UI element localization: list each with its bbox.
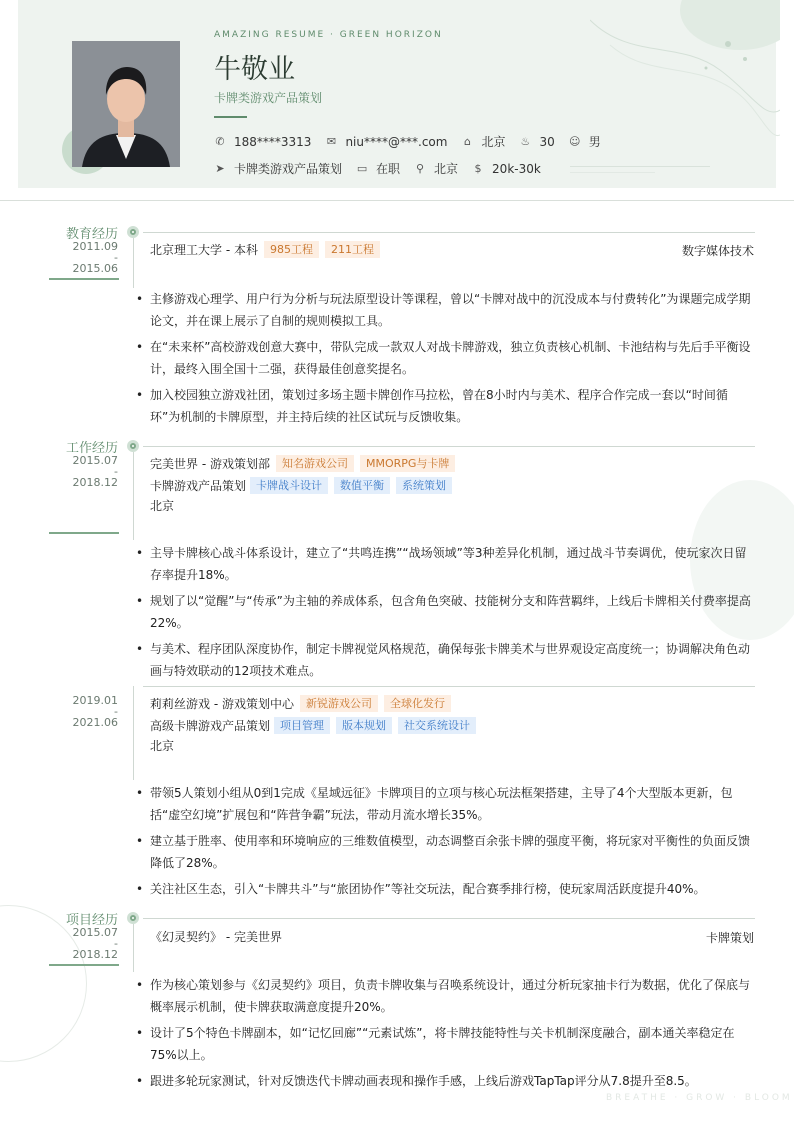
list-item: • 主导卡牌核心战斗体系设计，建立了“共鸣连携”“战场领域”等3种差异化机制，通过战斗节奏调优，使玩家次日留存率提升18%。 — [136, 542, 756, 586]
project-date-end: 2018.12 — [72, 948, 118, 961]
city-value: 北京 — [481, 135, 506, 149]
education-date-start: 2011.09 — [72, 240, 118, 253]
job-bullets — [136, 542, 756, 682]
education-tag: 211工程 — [325, 241, 380, 258]
salary-value: 20k-30k — [492, 161, 541, 176]
skill-tag: 数值平衡 — [334, 477, 390, 494]
job-timeline-line — [133, 686, 134, 780]
job-position: 高级卡牌游戏产品策划 — [150, 719, 271, 733]
list-item: • 与美术、程序团队深度协作，制定卡牌视觉风格规范，确保每张卡牌美术与世界观设定高度统一；协调解决角色动画与特效联动的12项技术难点。 — [136, 638, 756, 682]
phone-value: 188****3313 — [234, 134, 312, 149]
project-timeline-dot — [127, 912, 139, 924]
job-location: 北京 — [150, 499, 175, 513]
work-underline — [49, 532, 119, 534]
list-item: • 建立基于胜率、使用率和环境响应的三维数值模型，动态调整百余张卡牌的强度平衡，将玩家对平衡性的负面反馈降低了28%。 — [136, 830, 756, 874]
candidate-role: 卡牌类游戏产品策划 — [214, 91, 323, 105]
education-section-title: 教育经历 — [65, 227, 118, 242]
work-divider — [143, 446, 755, 447]
list-item: • 作为核心策划参与《幻灵契约》项目，负责卡牌收集与召唤系统设计，通过分析玩家抽卡行为数据，优化了保底与概率展示机制，使卡牌获取满意度提升20%。 — [136, 974, 756, 1018]
skill-tag: 社交系统设计 — [398, 717, 476, 734]
project-date-sep: - — [114, 937, 118, 950]
education-divider — [143, 232, 755, 233]
list-item: • 跟进多轮玩家测试，针对反馈迭代卡牌动画表现和操作手感，上线后游戏TapTap评分从7.8提升至8.5。 — [136, 1070, 756, 1092]
briefcase-icon: ▭ — [356, 161, 368, 175]
project-bullets — [136, 974, 756, 1092]
money-icon: $ — [474, 161, 482, 175]
company-tag: MMORPG与卡牌 — [360, 455, 455, 472]
education-date-sep: - — [114, 251, 118, 264]
job-company-line — [150, 455, 455, 472]
education-major: 数字媒体技术 — [681, 244, 754, 258]
education-timeline-line — [133, 238, 134, 288]
job-intent-row — [214, 160, 555, 177]
email-value: niu****@***.com — [345, 134, 448, 149]
skill-tag: 版本规划 — [336, 717, 392, 734]
profile-photo — [72, 41, 180, 167]
company-tag: 新锐游戏公司 — [300, 695, 378, 712]
education-timeline-dot — [127, 226, 139, 238]
footer-watermark: BREATHE · GROW · BLOOM — [606, 1093, 793, 1103]
education-tag: 985工程 — [264, 241, 319, 258]
school-name: 北京理工大学 - 本科 — [150, 243, 258, 257]
age-value: 30 — [539, 134, 555, 149]
list-item: • 关注社区生态，引入“卡牌共斗”与“旅团协作”等社交玩法，配合赛季排行榜，使玩家周活跃度提升40%。 — [136, 878, 756, 900]
list-item: • 加入校园独立游戏社团，策划过多场主题卡牌创作马拉松，曾在8小时内与美术、程序合作完成一套以“时间循环”为机制的卡牌原型，并主持后续的社区试玩与反馈收集。 — [136, 384, 756, 428]
job-bullets — [136, 782, 756, 900]
contact-info-row — [214, 133, 615, 150]
company-name: 莉莉丝游戏 - 游戏策划中心 — [150, 697, 294, 711]
target-role-value: 卡牌类游戏产品策划 — [234, 162, 343, 176]
skill-tag: 系统策划 — [396, 477, 452, 494]
education-date-end: 2015.06 — [72, 262, 118, 275]
status-value: 在职 — [376, 162, 401, 176]
send-icon: ➤ — [215, 161, 225, 175]
project-date-start: 2015.07 — [72, 926, 118, 939]
home-icon: ⌂ — [463, 134, 471, 148]
gender-value: 男 — [588, 135, 601, 149]
accent-underline — [214, 116, 247, 118]
list-item: • 在“未来杯”高校游戏创意大赛中，带队完成一款双人对战卡牌游戏，独立负责核心机制、卡池结构与先后手平衡设计，最终入围全国十二强，获得最佳创意奖提名。 — [136, 336, 756, 380]
company-tag: 全球化发行 — [384, 695, 451, 712]
work-timeline-line — [133, 452, 134, 540]
header-divider — [0, 200, 794, 201]
header-wave-decoration — [590, 0, 780, 188]
work-timeline-dot — [127, 440, 139, 452]
location-icon: ⚲ — [416, 161, 425, 175]
phone-icon: ✆ — [215, 134, 225, 148]
project-role: 卡牌策划 — [705, 931, 754, 945]
education-bullets — [136, 288, 756, 428]
list-item: • 带领5人策划小组从0到1完成《星域远征》卡牌项目的立项与核心玩法框架搭建，主导了4个大型版本更新，包括“虚空幻境”扩展包和“阵营争霸”玩法，带动月流水增长35%。 — [136, 782, 756, 826]
company-name: 完美世界 - 游戏策划部 — [150, 457, 270, 471]
job-company-line — [150, 695, 451, 712]
education-underline — [49, 278, 119, 280]
resume-tagline: AMAZING RESUME · GREEN HORIZON — [214, 30, 443, 40]
education-school-line — [150, 241, 380, 258]
work-date-start: 2019.01 — [72, 694, 118, 707]
work-date-end: 2021.06 — [72, 716, 118, 729]
job-location: 北京 — [150, 739, 175, 753]
company-tag: 知名游戏公司 — [276, 455, 354, 472]
job-position-line — [150, 717, 476, 734]
resume-header — [0, 0, 794, 200]
header-rule-decoration — [570, 166, 710, 167]
job-position: 卡牌游戏产品策划 — [150, 479, 247, 493]
work-date-sep: - — [114, 705, 118, 718]
email-icon: ✉ — [326, 134, 337, 148]
list-item: • 主修游戏心理学、用户行为分析与玩法原型设计等课程，曾以“卡牌对战中的沉没成本与付费转化”为课题完成学期论文，并在课上展示了自制的规则模拟工具。 — [136, 288, 756, 332]
project-section-title: 项目经历 — [65, 913, 118, 928]
job-divider — [143, 686, 755, 687]
list-item: • 规划了以“觉醒”与“传承”为主轴的养成体系，包含角色突破、技能树分支和阵营羁绊，上线后卡牌相关付费率提高22%。 — [136, 590, 756, 634]
list-item: • 设计了5个特色卡牌副本，如“记忆回廊”“元素试炼”，将卡牌技能特性与关卡机制深度融合，副本通关率稳定在75%以上。 — [136, 1022, 756, 1066]
work-date-end: 2018.12 — [72, 476, 118, 489]
work-section-title: 工作经历 — [65, 441, 118, 456]
gender-icon: ☺ — [569, 134, 581, 148]
candidate-name: 牛敬业 — [214, 54, 295, 85]
skill-tag: 项目管理 — [274, 717, 330, 734]
skill-tag: 卡牌战斗设计 — [250, 477, 328, 494]
work-date-start: 2015.07 — [72, 454, 118, 467]
header-rule-decoration-2 — [570, 172, 655, 173]
cake-icon: ♨ — [520, 134, 531, 148]
project-timeline-line — [133, 924, 134, 972]
job-position-line — [150, 477, 452, 494]
project-name: 《幻灵契约》 - 完美世界 — [150, 930, 282, 944]
project-underline — [49, 964, 119, 966]
target-city-value: 北京 — [434, 162, 459, 176]
work-date-sep: - — [114, 465, 118, 478]
project-divider — [143, 918, 755, 919]
